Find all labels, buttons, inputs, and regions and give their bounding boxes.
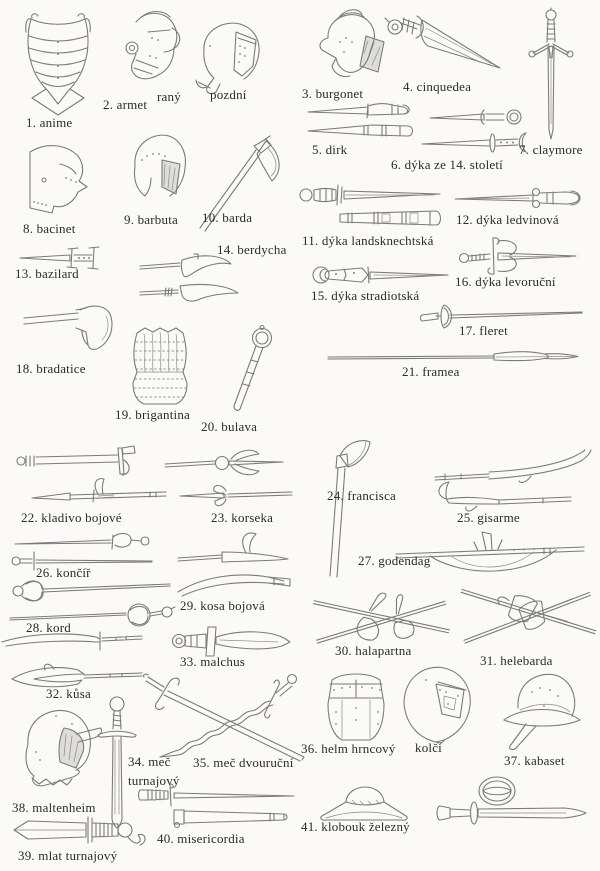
gisarme-label: 25. gisarme [457,510,520,525]
armet-late-label: pozdní [210,87,247,102]
bulava-illustration [226,326,278,414]
dyka-14-stoleti-label: 6. dýka ze 14. století [391,157,503,172]
kord-label: 28. kord [26,620,71,635]
korseka-label: 23. korseka [211,510,274,525]
jousting-helm-illustration [398,660,478,746]
barbuta-illustration [120,130,194,214]
dagger-14c-ring-illustration [428,108,524,126]
brigantina-label: 19. brigantina [115,407,191,422]
berdycha-label: 14. berdycha [217,242,287,257]
bradatice-label: 18. bradatice [16,361,86,376]
kabaset-illustration [498,666,584,750]
kosa-bojova-label: 29. kosa bojová [180,598,265,613]
framea-illustration [326,348,582,364]
two-handed-swords-illustration [140,673,310,761]
great-helm-illustration [320,668,392,744]
mlat-turnajovy-label: 39. mlat turnajový [18,848,118,863]
mec-turnajovy-label-line2: turnajový [128,773,180,788]
misericordia-illustration [138,784,298,828]
dyka-landsknechtska-label: 11. dýka landsknechtská [302,233,434,248]
dirk-illustration [306,100,430,144]
helebarda-illustration [456,583,600,647]
left-hand-dagger-illustration [456,236,580,276]
landsknecht-dagger-illustration [298,183,444,207]
anime-label: 1. anime [26,115,73,130]
landsknecht-sheath-illustration [338,208,446,230]
tournament-mace-illustration [12,812,146,852]
kettle-hat-illustration [316,776,412,824]
klobouk-zelezny-label: 41. klobouk železný [301,819,410,834]
claymore-label: 7. claymore [519,142,583,157]
viking-sword-illustration [434,798,590,836]
armet-early-label: raný [157,89,181,104]
barda-label: 10. barda [202,210,253,225]
kusa-illustration-a [0,628,144,656]
korseka-illustration-b [176,481,294,511]
war-scythe-illustration-a [176,530,296,570]
armet-late-illustration [190,16,262,96]
maltenheim-label: 38. maltenheim [12,800,96,815]
bacinet-label: 8. bacinet [23,221,76,236]
kidney-dagger-illustration [453,186,587,210]
stradiot-dagger-illustration [310,263,452,289]
dyka-levorucni-label: 16. dýka levoruční [455,274,556,289]
burgonet-label: 3. burgonet [302,86,364,101]
godendag-label: 27. godendag [358,553,431,568]
dyka-ledvinova-label: 12. dýka ledvinová [456,212,559,227]
kusa-label: 32. kůsa [46,686,91,701]
maltenheim-helm-illustration [12,704,106,802]
fleret-label: 17. fleret [459,323,508,338]
barbuta-label: 9. barbuta [124,212,178,227]
malchus-label: 33. malchus [180,654,246,669]
korseka-illustration-a [163,446,289,478]
berdycha-illustration-b [138,280,242,302]
helebarda-label: 31. helebarda [480,653,553,668]
war-hammer-illustration-b [30,476,170,514]
cinquedea-illustration [384,10,504,78]
armet-label: 2. armet [103,97,148,112]
bazilard-illustration [18,246,100,268]
halapartna-illustration [310,586,456,650]
armet-early-illustration [106,8,184,96]
bradatice-illustration [22,298,110,362]
framea-label: 21. framea [402,364,460,379]
helm-kolci-label: kolčí [415,740,442,755]
francisca-label: 24. francisca [327,488,397,503]
bazilard-label: 13. bazilard [15,266,79,281]
kladivo-bojove-label: 22. kladivo bojové [21,510,122,525]
halapartna-label: 30. halapartna [335,643,412,658]
mec-turnajovy-label-line1: 34. meč [128,754,171,769]
mec-dvourucni-label: 35. meč dvouruční [193,755,294,770]
dirk-label: 5. dirk [312,142,348,157]
cinquedea-label: 4. cinquedea [403,79,472,94]
kabaset-label: 37. kabaset [504,753,565,768]
bulava-label: 20. bulava [201,419,258,434]
brigantina-illustration [128,326,192,410]
dyka-stradiotska-label: 15. dýka stradiotská [311,288,420,303]
helm-hrncovy-label: 36. helm hrncový [301,741,396,756]
burgonet-illustration [310,8,388,86]
claymore-illustration [526,8,576,144]
war-hammer-illustration-a [16,444,154,480]
anime-breastplate-illustration [18,12,98,116]
misericordia-label: 40. misericordia [157,831,245,846]
gisarme-illustration-a [433,450,597,484]
koncir-label: 26. končíř [36,565,91,580]
bacinet-illustration [16,140,102,220]
